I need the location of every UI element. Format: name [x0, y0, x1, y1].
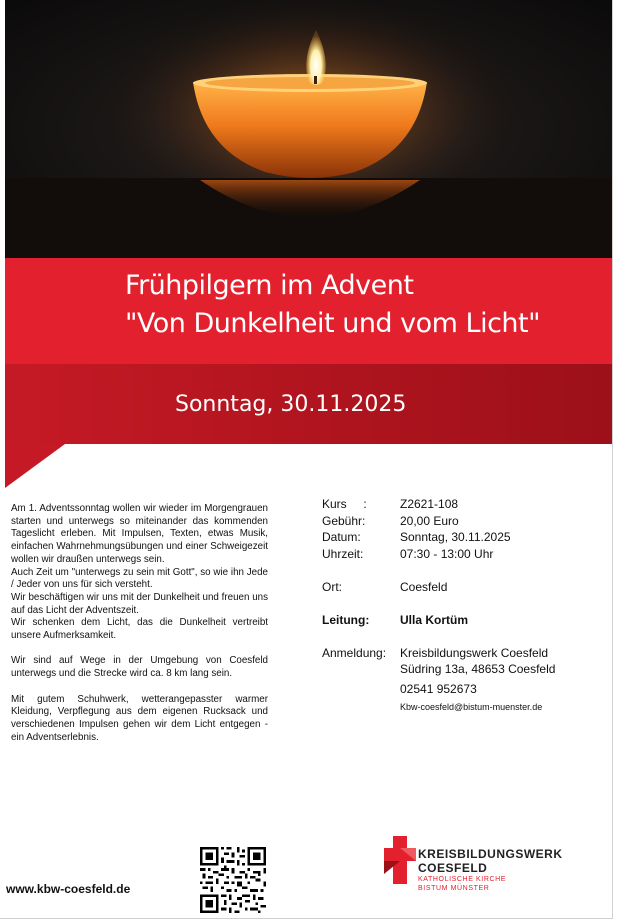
phone-number: 02541 952673 [400, 682, 477, 696]
description-paragraph: Auch Zeit um "unterwegs zu sein mit Gott", so wie ihn Jede / Jeder von uns für sich versteht. [11, 566, 268, 591]
uhrzeit-value: 07:30 - 13:00 Uhr [400, 547, 494, 561]
gebuehr-label: Gebühr: [322, 514, 366, 528]
description-paragraph: Mit gutem Schuhwerk, wetterangepasster warmer Kleidung, Verpflegung aus dem eigenen Rucksack und verschiedenen Impulsen gehen wir dem Licht entgegen - ein Adventserlebnis. [11, 693, 268, 743]
uhrzeit-label: Uhrzeit: [322, 547, 364, 561]
description-paragraph: Am 1. Adventssonntag wollen wir wieder im Morgengrauen starten und unterwegs so miteinander das kommenden Tageslicht erleben. Mit Impulsen, Texten, etwas Musik, einfachen Wahrnehmungsübungen und einer Schweigezeit wollen wir draußen unterwegs sein. [11, 503, 268, 565]
candle-illustration [5, 0, 612, 258]
datum-value: Sonntag, 30.11.2025 [400, 530, 511, 544]
website-link[interactable]: www.kbw-coesfeld.de [6, 882, 131, 896]
logo-sub-line1: KATHOLISCHE KIRCHE [418, 876, 507, 883]
kurs-label: Kurs : [322, 497, 367, 511]
anmeldung-line1: Kreisbildungswerk Coesfeld [400, 646, 549, 660]
description-paragraph: Wir schenken dem Licht, das die Dunkelheit vertreibt unsere Aufmerksamkeit. [11, 617, 268, 642]
page-title-line1: Frühpilgern im Advent [125, 270, 414, 301]
event-date: Sonntag, 30.11.2025 [175, 392, 407, 417]
leitung-value: Ulla Kortüm [400, 613, 469, 627]
logo-name-line2: COESFELD [418, 861, 488, 875]
description [11, 503, 268, 744]
paragraph-gap [11, 643, 268, 656]
anmeldung-line2: Südring 13a, 48653 Coesfeld [400, 662, 556, 676]
logo-sub-line2: BISTUM MÜNSTER [418, 885, 490, 892]
email-link[interactable]: Kbw-coesfeld@bistum-muenster.de [400, 702, 543, 712]
anmeldung-label: Anmeldung: [322, 646, 387, 660]
paragraph-gap [11, 681, 268, 694]
qr-code-icon [200, 847, 266, 913]
band-corner-triangle [5, 444, 65, 488]
datum-label: Datum: [322, 530, 361, 544]
ort-label: Ort: [322, 580, 342, 594]
description-paragraph: Wir sind auf Wege in der Umgebung von Coesfeld unterwegs und die Strecke wird ca. 8 km lang sein. [11, 655, 268, 680]
ort-value: Coesfeld [400, 580, 448, 594]
kurs-value: Z2621-108 [400, 497, 459, 511]
candle-photo [5, 0, 612, 258]
page-title-line2: "Von Dunkelheit und vom Licht" [125, 308, 541, 339]
description-paragraph: Wir beschäftigen wir uns mit der Dunkelheit und freuen uns auf das Licht der Adventszeit. [11, 591, 268, 616]
gebuehr-value: 20,00 Euro [400, 514, 459, 528]
leitung-label: Leitung: [322, 613, 370, 627]
kbw-cross-logo-icon [384, 836, 416, 884]
logo-name-line1: KREISBILDUNGSWERK [418, 847, 563, 861]
